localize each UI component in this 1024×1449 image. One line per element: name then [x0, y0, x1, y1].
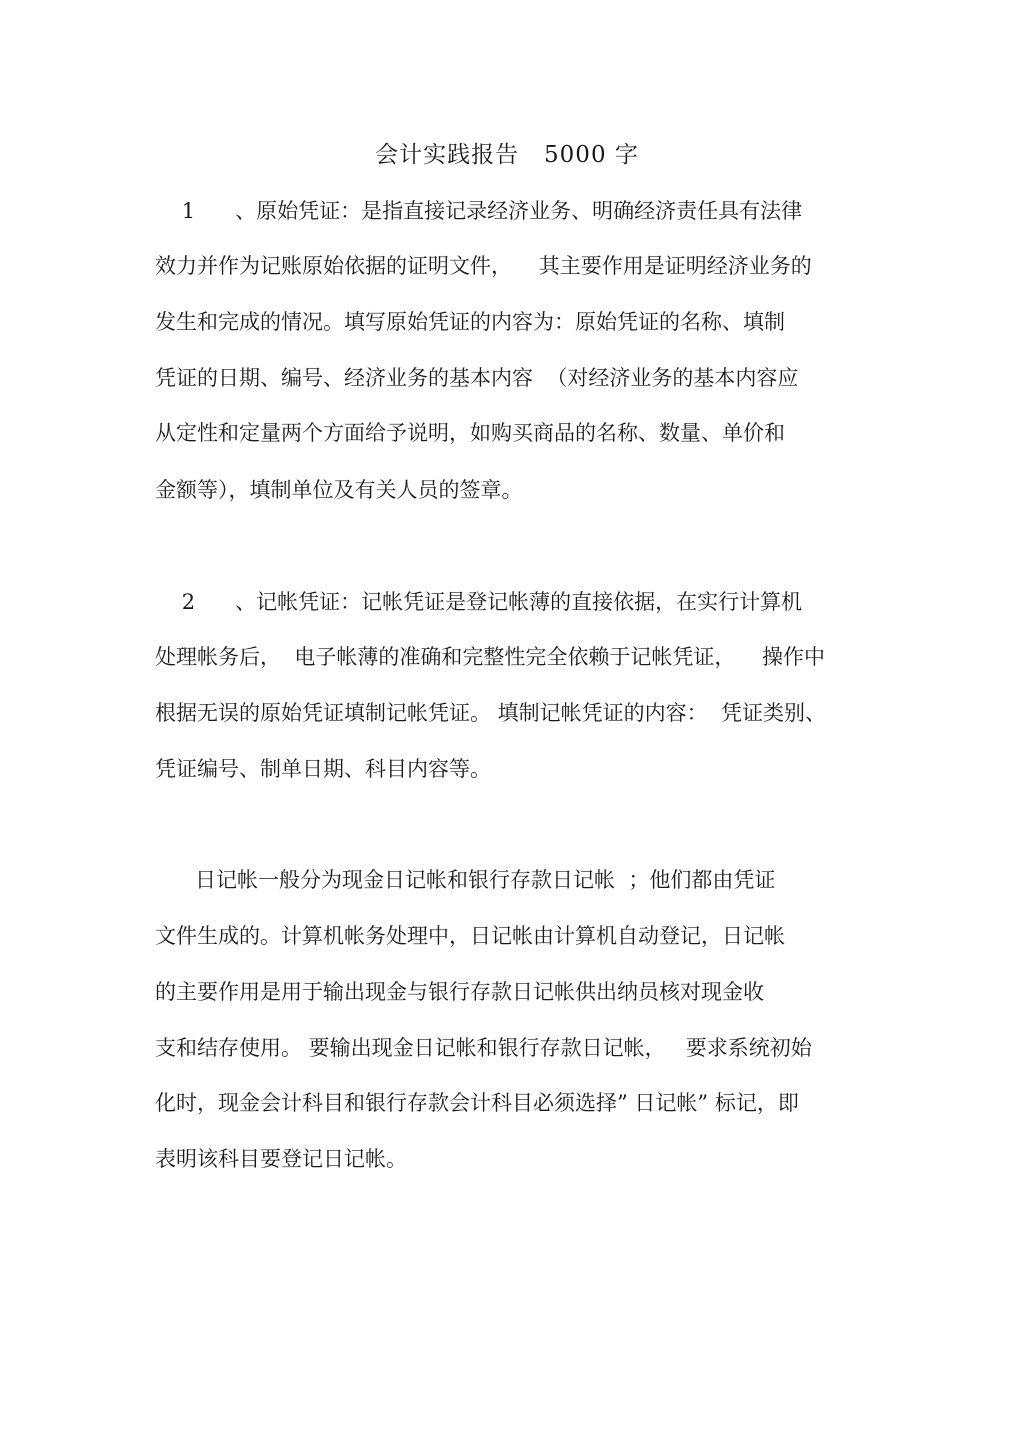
paragraph-1-line-4: 凭证的日期、编号、经济业务的基本内容 （对经济业务的基本内容应 [155, 366, 799, 390]
paragraph-1-line-1: 1 、原始凭证：是指直接记录经济业务、明确经济责任具有法律 [155, 199, 803, 223]
paragraph-3-line-6: 表明该科目要登记日记帐。 [155, 1147, 407, 1171]
paragraph-3-line-4: 支和结存使用。 要输出现金日记帐和银行存款日记帐， 要求系统初始 [155, 1036, 812, 1060]
paragraph-3-line-5: 化时，现金会计科目和银行存款会计科目必须选择” 日记帐” 标记，即 [155, 1091, 799, 1115]
paragraph-1-line-6: 金额等），填制单位及有关人员的签章。 [155, 478, 523, 502]
paragraph-3-line-3: 的主要作用是用于输出现金与银行存款日记帐供出纳员核对现金收 [155, 980, 764, 1004]
paragraph-2-line-2: 处理帐务后， 电子帐薄的准确和完整性完全依赖于记帐凭证， 操作中 [155, 645, 826, 669]
paragraph-2-line-4: 凭证编号、制单日期、科目内容等。 [155, 757, 491, 781]
paragraph-1-line-3: 发生和完成的情况。填写原始凭证的内容为：原始凭证的名称、填制 [155, 310, 785, 334]
paragraph-1-line-5: 从定性和定量两个方面给予说明，如购买商品的名称、数量、单价和 [155, 421, 785, 445]
paragraph-2-line-1: 2 、记帐凭证：记帐凭证是登记帐薄的直接依据，在实行计算机 [155, 590, 803, 614]
paragraph-1-line-2: 效力并作为记账原始依据的证明文件， 其主要作用是证明经济业务的 [155, 254, 812, 278]
document-title: 会计实践报告 5000 字 [375, 142, 639, 168]
paragraph-2-line-3: 根据无误的原始凭证填制记帐凭证。 填制记帐凭证的内容： 凭证类别、 [155, 701, 827, 725]
paragraph-3-line-2: 文件生成的。计算机帐务处理中，日记帐由计算机自动登记，日记帐 [155, 924, 785, 948]
paragraph-3-line-1: 日记帐一般分为现金日记帐和银行存款日记帐 ；他们都由凭证 [155, 868, 776, 892]
